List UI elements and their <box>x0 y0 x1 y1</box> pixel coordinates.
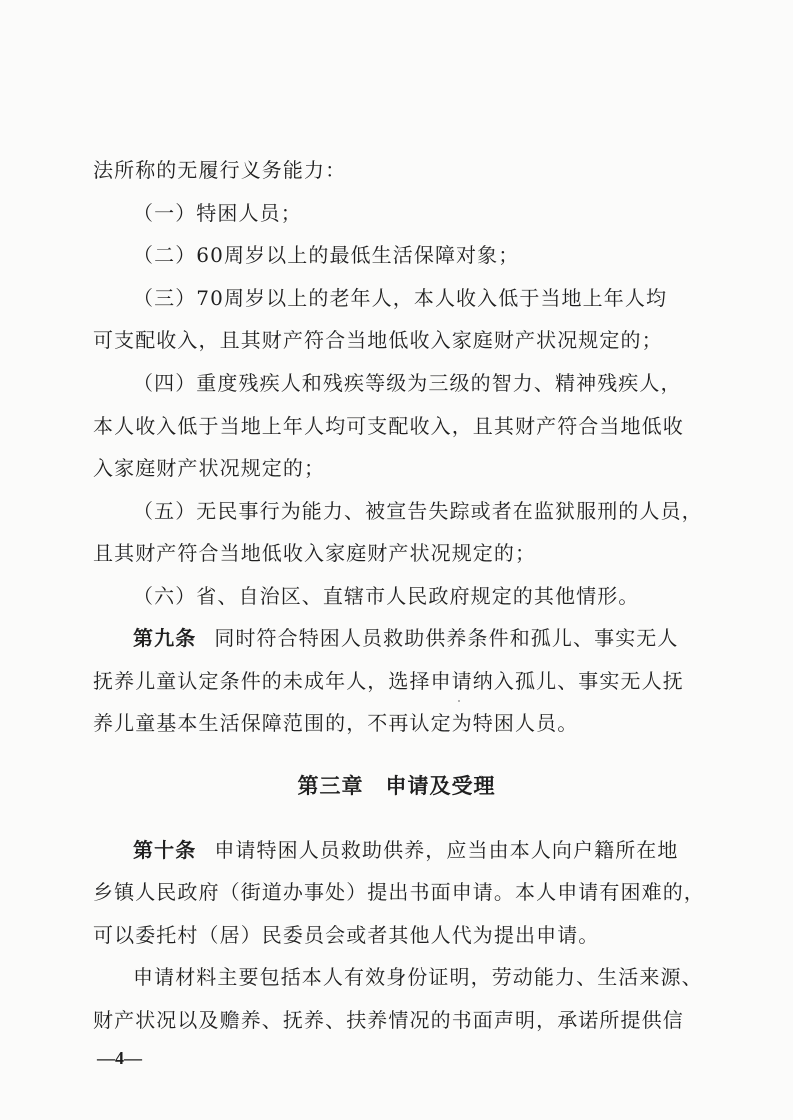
text-line: 本人收入低于当地上年人均可支配收入，且其财产符合当地低收 <box>93 414 684 438</box>
list-item: （二）60周岁以上的最低生活保障对象； <box>133 243 520 267</box>
list-item: （五）无民事行为能力、被宣告失踪或者在监狱服刑的人员， <box>133 499 703 523</box>
text-line: 入家庭财产状况规定的； <box>93 456 326 480</box>
article-9-text: 同时符合特困人员救助供养条件和孤儿、事实无人 <box>214 626 679 650</box>
chapter-heading <box>0 771 793 801</box>
speck <box>458 700 460 702</box>
text-line: 养儿童基本生活保障范围的，不再认定为特困人员。 <box>93 711 579 735</box>
chapter-title: 申请及受理 <box>385 774 496 798</box>
text-line: 抚养儿童认定条件的未成年人，选择申请纳入孤儿、事实无人抚 <box>93 669 684 693</box>
list-item: （三）70周岁以上的老年人，本人收入低于当地上年人均 <box>133 286 668 310</box>
list-item: （四）重度残疾人和残疾等级为三级的智力、精神残疾人， <box>133 371 682 395</box>
text-line: 且其财产符合当地低收入家庭财产状况规定的； <box>93 541 537 565</box>
text-line: 申请材料主要包括本人有效身份证明，劳动能力、生活来源、 <box>133 965 703 989</box>
article-10-first-line <box>133 836 679 864</box>
article-10-label: 第十条 <box>133 838 197 862</box>
list-item: （六）省、自治区、直辖市人民政府规定的其他情形。 <box>133 584 640 608</box>
article-9-first-line <box>133 624 679 652</box>
text-line: 法所称的无履行义务能力： <box>93 158 347 182</box>
page-number: —4— <box>97 1048 142 1068</box>
text-line: 乡镇人民政府（街道办事处）提出书面申请。本人申请有困难的， <box>93 880 705 904</box>
article-10-text: 申请特困人员救助供养，应当由本人向户籍所在地 <box>214 838 679 862</box>
text-line: 可以委托村（居）民委员会或者其他人代为提出申请。 <box>93 923 600 947</box>
article-9-label: 第九条 <box>133 626 197 650</box>
text-line: 财产状况以及赡养、抚养、扶养情况的书面声明，承诺所提供信 <box>93 1008 684 1032</box>
text-line: 可支配收入，且其财产符合当地低收入家庭财产状况规定的； <box>93 328 663 352</box>
chapter-number: 第三章 <box>297 774 364 798</box>
list-item: （一）特困人员； <box>133 201 302 225</box>
